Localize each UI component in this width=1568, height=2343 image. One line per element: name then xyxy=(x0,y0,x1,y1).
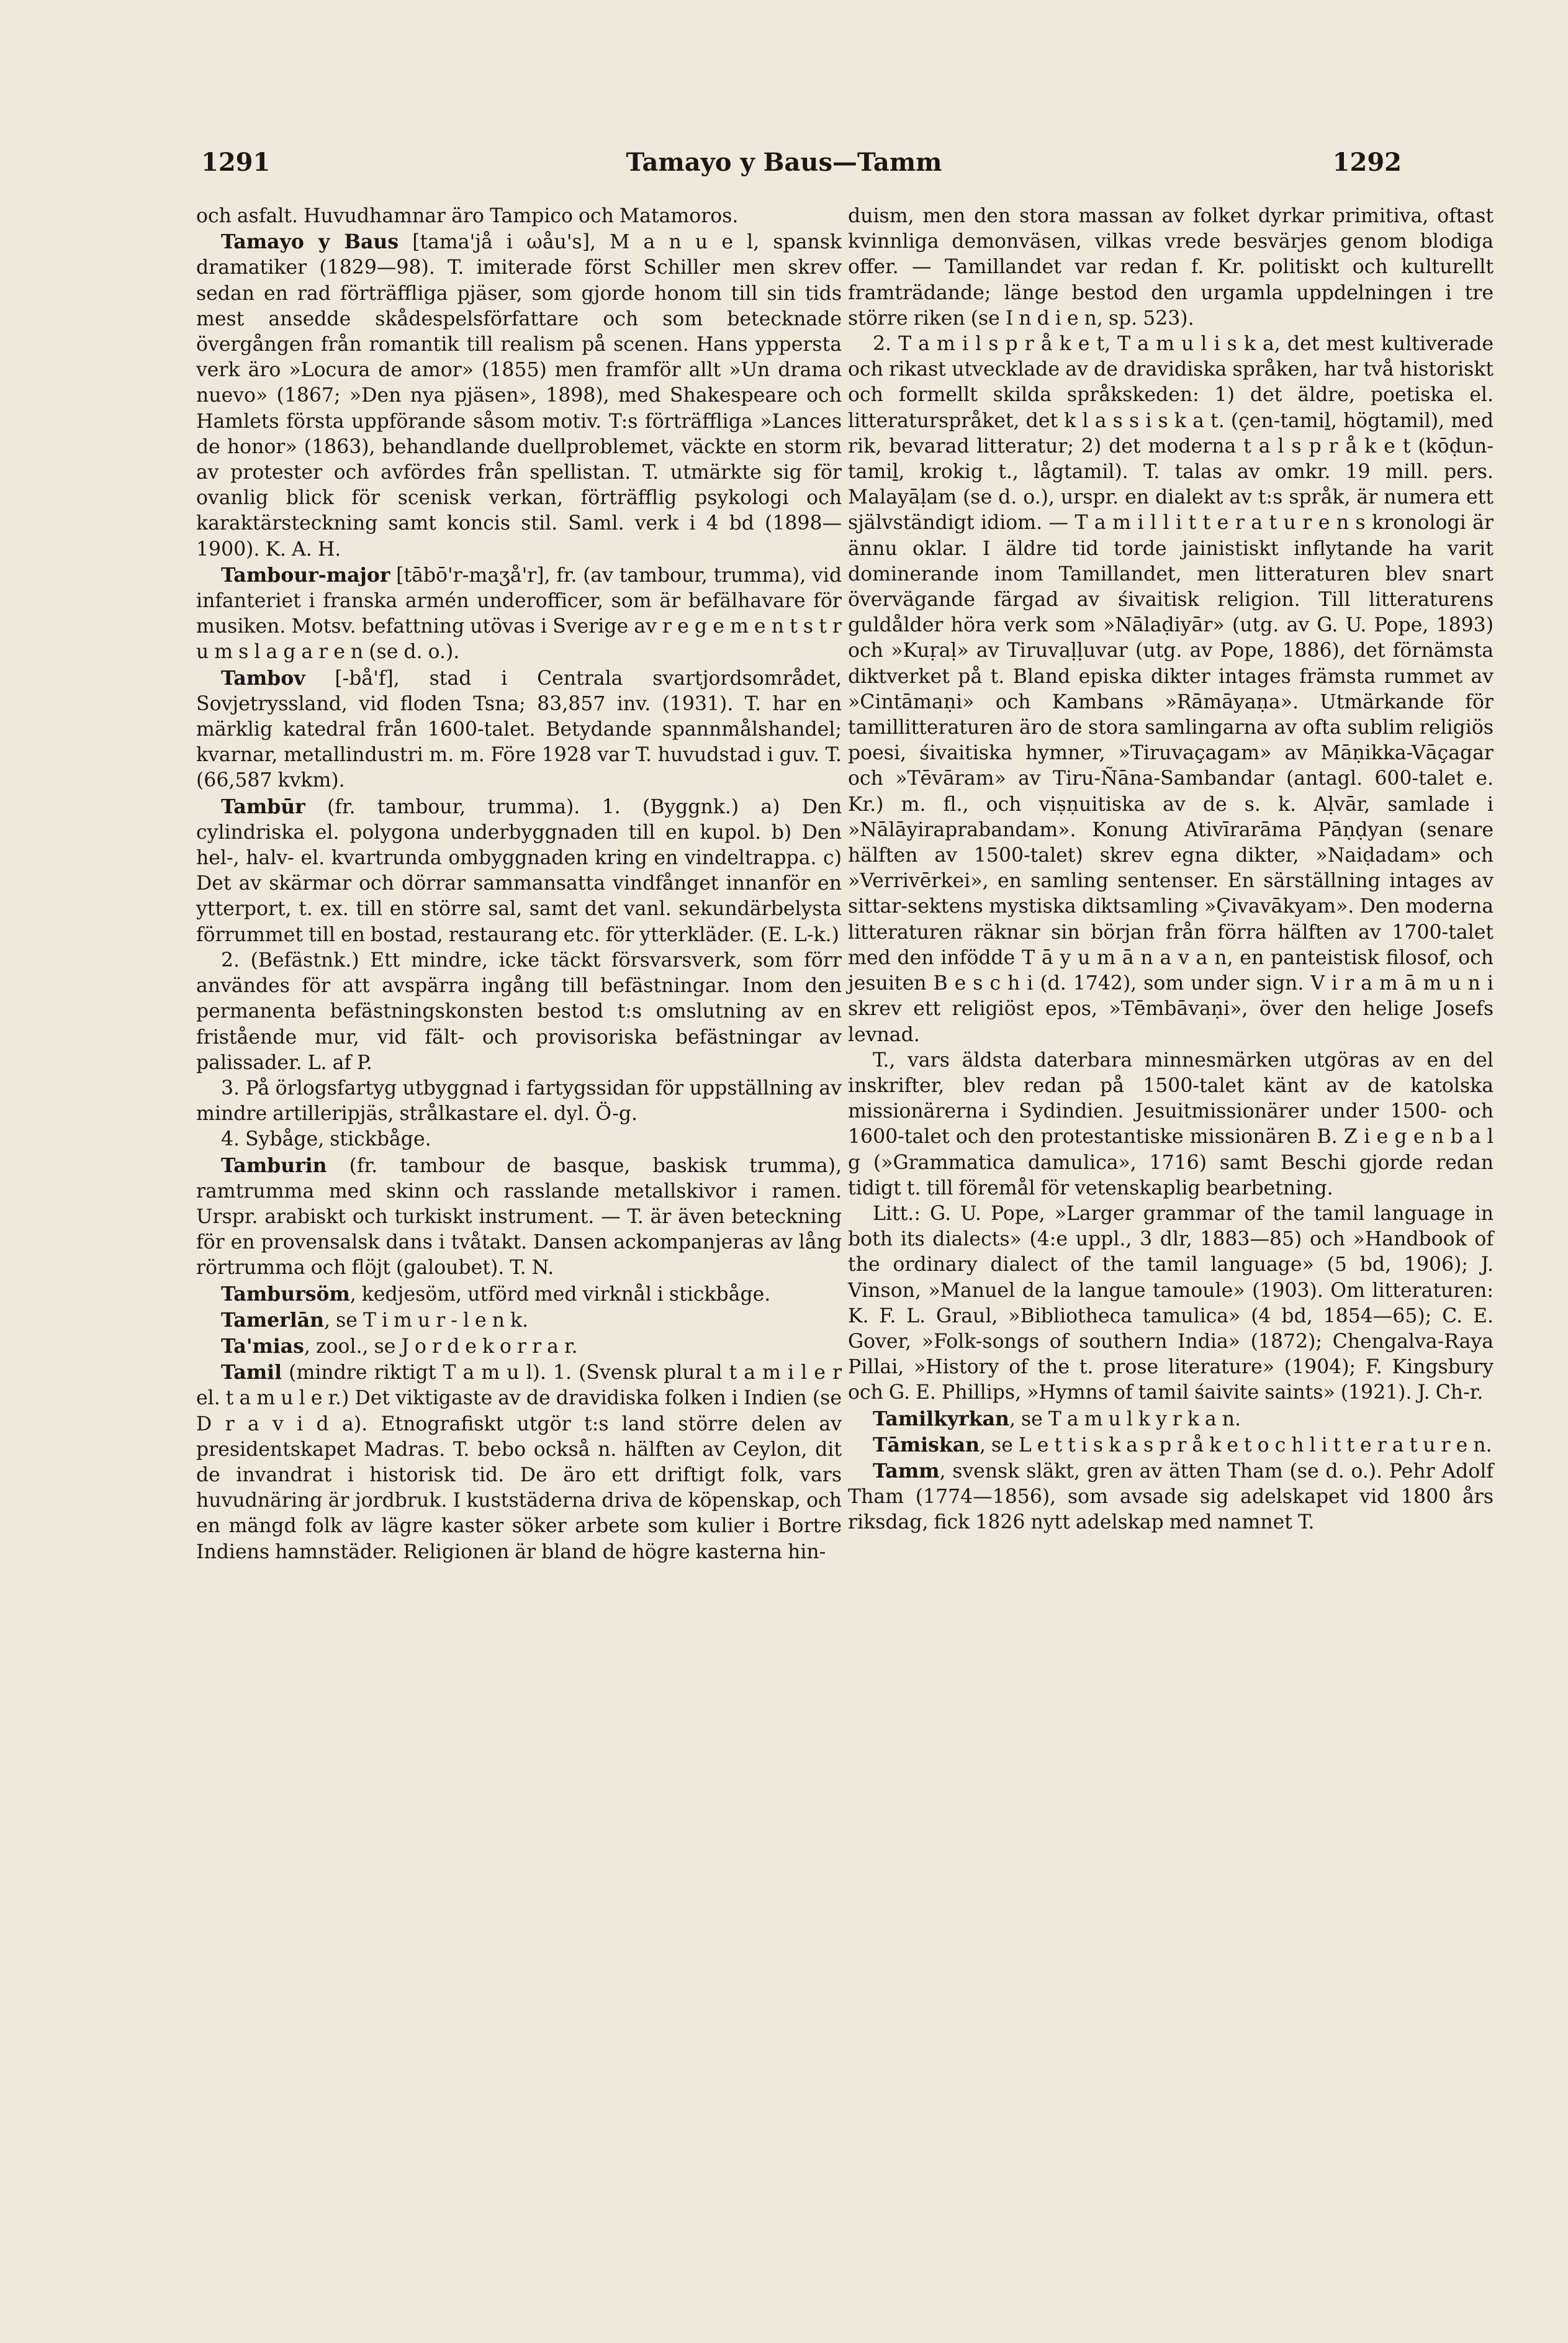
paragraph xyxy=(196,204,842,229)
entry-text: , se T i m u r - l e n k. xyxy=(324,1309,529,1332)
entry-headword: Tamilkyrkan xyxy=(873,1407,1009,1430)
entry-text: 4. Sybåge, stickbåge. xyxy=(221,1128,431,1151)
entry-text: (mindre riktigt T a m u l). 1. (Svensk plural t a m i l e r el. t a m u l e r.) Det viktigaste av de dravidiska folken i Indien (se D r a v i d a). Etnografiskt utgör t:s land större delen av presidentskapet Madras. T. bebo också n. hälften av Ceylon, dit de invandrat i historisk tid. De äro ett driftigt folk, vars huvudnäring är jordbruk. I kuststäderna driva de köpenskap, och en mängd folk av lägre kaster söker arbete som kulier i Bortre Indiens hamnstäder. Religionen är bland de högre kasterna hin- xyxy=(196,1361,842,1563)
entry-text: och asfalt. Huvudhamnar äro Tampico och Matamoros. xyxy=(196,205,739,227)
entry-headword: Tambour-major xyxy=(221,563,390,587)
entry-text: 2. T a m i l s p r å k e t, T a m u l i s k a, det mest kultiverade och rikast utvecklade av de dravidiska språken, har två historiskt och formellt skilda språkskeden: 1) det äldre, poetiska el. litteraturspråket, det k l a s s i s k a t. (çen-tamiḻ, högtamil), med rik, bevarad litteratur; 2) det moderna t a l s p r å k e t (kōḍun-tamiḻ, krokig t., lågtamil). T. talas av omkr. 19 mill. pers. Malayāḷam (se d. o.), urspr. en dialekt av t:s språk, är numera ett självständigt idiom. — T a m i l l i t t e r a t u r e n s kronologi är ännu oklar. I äldre tid torde jainistiskt inflytande ha varit dominerande inom Tamillandet, men litteraturen blev snart övervägande färgad av śivaitisk religion. Till litteraturens guldålder höra verk som »Nālaḍiyār» (utg. av G. U. Pope, 1893) och »Kuṛaḷ» av Tiruvaḷḷuvar (utg. av Pope, 1886), det förnämsta diktverket på t. Bland episka dikter intages främsta rummet av »Cintāmaṇi» och Kambans »Rāmāyaṇa». Utmärkande för tamillitteraturen äro de stora samlingarna av ofta sublim religiös poesi, śivaitiska hymner, »Tiruvaçagam» av Māṇikka-Vāçagar och »Tēvāram» av Tiru-Ñāna-Sambandar (antagl. 600-talet e. Kr.) m. fl., och viṣṇuitiska av de s. k. Aḷvār, samlade i »Nālāyiraprabandam». Konung Ativīrarāma Pāṇḍyan (senare hälften av 1500-talet) skrev egna dikter, »Naiḍadam» och »Verrivērkei», en samling sentenser. En särställning intages av sittar-sektens mystiska diktsamling »Çivavākyam». Den moderna litteraturen räknar sin början från förra hälften av 1700-talet med den infödde T ā y u m ā n a v a n, en panteistisk filosof, och jesuiten B e s c h i (d. 1742), som under sign. V i r a m ā m u n i skrev ett religiöst epos, »Tēmbāvaṇi», över den helige Josefs levnad. xyxy=(848,333,1494,1046)
entry xyxy=(196,794,842,948)
paragraph xyxy=(196,948,842,1076)
entry xyxy=(848,1406,1494,1432)
entry xyxy=(196,1334,842,1360)
paragraph xyxy=(848,332,1494,1048)
entry-text: T., vars äldsta daterbara minnesmärken utgöras av en del inskrifter, blev redan på 1500-talet känt av de katolska missionärerna i Sydindien. Jesuitmissionärer under 1500- och 1600-talet och den protestantiske missionären B. Z i e g e n b a l g (»Grammatica damulica», 1716) samt Beschi gjorde redan tidigt t. till föremål för vetenskaplig bearbetning. xyxy=(848,1049,1494,1199)
left-page-number: 1291 xyxy=(201,148,271,177)
entry xyxy=(196,562,842,666)
entry-headword: Tāmiskan xyxy=(873,1433,980,1456)
entry-text: [tama'jå i ωåu's], M a n u e l, spansk dramatiker (1829—98). T. imiterade först Schiller men skrev sedan en rad förträffliga pjäser, som gjorde honom till sin tids mest ansedde skådespelsförfattare och som betecknade övergången från romantik till realism på scenen. Hans yppersta verk äro »Locura de amor» (1855) men framför allt »Un drama nuevo» (1867; »Den nya pjäsen», 1898), med Shakespeare och Hamlets första uppförande såsom motiv. T:s förträffliga »Lances de honor» (1863), behandlande duellproblemet, väckte en storm av protester och avfördes från spellistan. T. utmärkte sig för ovanlig blick för scenisk verkan, förträfflig psykologi och karaktärsteckning samt koncis stil. Saml. verk i 4 bd (1898—1900). xyxy=(196,231,842,561)
entry-text: , se T a m u l k y r k a n. xyxy=(1009,1407,1241,1430)
entry xyxy=(196,1360,842,1565)
paragraph xyxy=(848,1201,1494,1406)
paragraph xyxy=(196,1127,842,1152)
running-header: Tamayo y Baus—Tamm xyxy=(626,148,942,177)
entry-headword: Tambūr xyxy=(221,795,305,818)
author-signature: T. N. xyxy=(510,1257,554,1280)
entry-text: Litt.: G. U. Pope, »Larger grammar of the tamil language in both its dialects» (4:e uppl., 3 dlr, 1883—85) och »Handbook of the ordinary dialect of the tamil language» (5 bd, 1906); J. Vinson, »Manuel de la langue tamoule» (1903). Om litteraturen: K. F. L. Graul, »Bibliotheca tamulica» (4 bd, 1854—65); C. E. Gover, »Folk-songs of southern India» (1872); Chengalva-Raya Pillai, »History of the t. prose literature» (1904); F. Kingsbury och G. E. Phillips, »Hymns of tamil śaivite saints» (1921). xyxy=(848,1202,1494,1404)
entry-text: , kedjesöm, utförd med virknål i stickbåge. xyxy=(349,1283,771,1306)
entry-headword: Tamayo y Baus xyxy=(221,230,399,254)
right-page-number: 1292 xyxy=(1332,148,1402,177)
right-column xyxy=(848,204,1494,1536)
author-signature: K. A. H. xyxy=(265,538,341,561)
entry-text: duism, men den stora massan av folket dyrkar primitiva, oftast kvinnliga demonväsen, vilkas vrede besvärjes genom blodiga offer. — Tamillandet var redan f. Kr. politiskt och kulturellt framträdande; länge bestod den urgamla uppdelningen i tre större riken (se I n d i e n, sp. 523). xyxy=(848,205,1494,330)
paragraph xyxy=(848,1048,1494,1201)
entry-headword: Tamm xyxy=(873,1459,940,1483)
author-signature: (E. L-k.) xyxy=(760,923,839,946)
entry-text: , se L e t t i s k a s p r å k e t o c h l i t t e r a t u r e n. xyxy=(980,1433,1492,1456)
author-signature: Ö-g. xyxy=(595,1103,638,1126)
entry xyxy=(848,1458,1494,1536)
entry-headword: Tambov xyxy=(221,666,305,690)
entry xyxy=(196,229,842,562)
paragraph xyxy=(196,1076,842,1127)
entry xyxy=(196,1307,842,1334)
entry-text: [-bå'f], stad i Centrala svartjordsområdet, Sovjetryssland, vid floden Tsna; 83,857 inv. (1931). T. har en märklig katedral från 1600-talet. Betydande spannmålshandel; kvarnar, metallindustri m. m. Före 1928 var T. huvudstad i guv. T. (66,587 kvkm). xyxy=(196,667,842,792)
entry-text: [tābō'r-maʒå'r], fr. (av tambour, trumma), vid infanteriet i franska armén underofficer, som är befälhavare för musiken. Motsv. befattning utövas i Sverige av r e g e m e n t s t r u m s l a g a r e n (se d. o.). xyxy=(196,564,842,664)
entry-headword: Tamburin xyxy=(221,1153,327,1177)
entry-text: 2. (Befästnk.) Ett mindre, icke täckt försvarsverk, som förr användes för att avspärra ingång till befästningar. Inom den permanenta befästningskonsten bestod t:s omslutning av en fristående mur, vid fält- och provisoriska befästningar av palissader. xyxy=(196,949,842,1074)
entry-headword: Tamil xyxy=(221,1361,282,1384)
entry xyxy=(196,1281,842,1307)
author-signature: L. af P. xyxy=(307,1051,372,1074)
entry-text: (fr. tambour de basque, baskisk trumma), ramtrumma med skinn och rasslande metallskivor i ramen. Urspr. arabiskt och turkiskt instrument. — T. är även beteckning för en provensalsk dans i tvåtakt. Dansen ackompanjeras av lång rörtrumma och flöjt (galoubet). xyxy=(196,1154,842,1280)
entry xyxy=(196,1153,842,1281)
paragraph xyxy=(848,204,1494,332)
entry-headword: Tambursöm xyxy=(221,1282,350,1306)
entry xyxy=(196,666,842,794)
entry-text: , svensk släkt, gren av ätten Tham (se d. o.). Pehr Adolf Tham (1774—1856), som avsade sig adelskapet vid 1800 års riksdag, fick 1826 nytt adelskap med namnet T. xyxy=(848,1460,1494,1534)
author-signature: J. Ch-r. xyxy=(1417,1381,1484,1404)
entry-text: , zool., se J o r d e k o r r a r. xyxy=(304,1335,578,1358)
left-column xyxy=(196,204,842,1565)
entry-text: 3. På örlogsfartyg utbyggnad i fartygssidan för uppställning av mindre artilleripjäs, strålkastare el. dyl. xyxy=(196,1077,842,1126)
entry-headword: Tamerlān xyxy=(221,1308,325,1332)
entry-text: (fr. tambour, trumma). 1. (Byggnk.) a) Den cylindriska el. polygona underbyggnaden till en kupol. b) Den hel-, halv- el. kvartrunda ombyggnaden kring en vindeltrappa. c) Det av skärmar och dörrar sammansatta vindfånget innanför en ytterport, t. ex. till en större sal, samt det vanl. sekundärbelysta förrummet till en bostad, restaurang etc. för ytterkläder. xyxy=(196,795,842,946)
entry xyxy=(848,1432,1494,1458)
entry-headword: Ta'mias xyxy=(221,1334,304,1358)
